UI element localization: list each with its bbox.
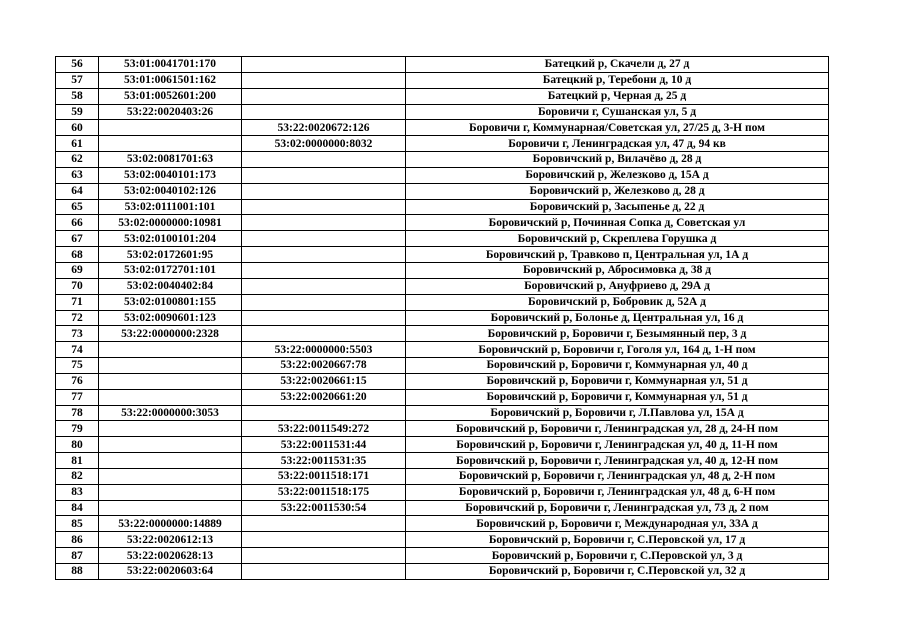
- address-cell: Боровичи г, Сушанская ул, 5 д: [406, 104, 829, 120]
- row-number-cell: 75: [56, 358, 99, 374]
- premises-cadastral-number-cell: [242, 152, 406, 168]
- row-number-cell: 66: [56, 215, 99, 231]
- row-number-cell: 78: [56, 405, 99, 421]
- address-cell: Боровичский р, Боровичи г, Ленинградская ул, 40 д, 11-Н пом: [406, 437, 829, 453]
- address-cell: Боровичский р, Абросимовка д, 38 д: [406, 262, 829, 278]
- row-number-cell: 64: [56, 183, 99, 199]
- cadastral-number-cell: 53:02:0100101:204: [99, 231, 242, 247]
- cadastral-number-cell: [99, 389, 242, 405]
- row-number-cell: 70: [56, 278, 99, 294]
- cadastral-number-cell: 53:02:0040402:84: [99, 278, 242, 294]
- cadastral-number-cell: 53:02:0172701:101: [99, 262, 242, 278]
- row-number-cell: 79: [56, 421, 99, 437]
- premises-cadastral-number-cell: 53:22:0000000:5503: [242, 342, 406, 358]
- cadastral-number-cell: 53:22:0020403:26: [99, 104, 242, 120]
- row-number-cell: 74: [56, 342, 99, 358]
- table-row: [56, 57, 829, 73]
- premises-cadastral-number-cell: [242, 564, 406, 580]
- cadastral-number-cell: [99, 342, 242, 358]
- cadastral-number-cell: 53:02:0111001:101: [99, 199, 242, 215]
- premises-cadastral-number-cell: [242, 294, 406, 310]
- row-number-cell: 73: [56, 326, 99, 342]
- cadastral-number-cell: 53:22:0020603:64: [99, 564, 242, 580]
- cadastral-number-cell: 53:22:0000000:3053: [99, 405, 242, 421]
- cadastral-number-cell: 53:22:0000000:2328: [99, 326, 242, 342]
- address-cell: Боровичский р, Боровичи г, Коммунарная ул, 51 д: [406, 373, 829, 389]
- address-cell: Боровичский р, Травково п, Центральная ул, 1А д: [406, 247, 829, 263]
- row-number-cell: 62: [56, 152, 99, 168]
- row-number-cell: 88: [56, 564, 99, 580]
- premises-cadastral-number-cell: [242, 72, 406, 88]
- premises-cadastral-number-cell: [242, 57, 406, 73]
- cadastral-number-cell: [99, 437, 242, 453]
- premises-cadastral-number-cell: 53:22:0011518:171: [242, 468, 406, 484]
- cadastral-number-cell: [99, 453, 242, 469]
- table-row: [56, 167, 829, 183]
- table-row: [56, 215, 829, 231]
- premises-cadastral-number-cell: [242, 516, 406, 532]
- premises-cadastral-number-cell: [242, 199, 406, 215]
- address-cell: Боровичский р, Боровичи г, Ленинградская ул, 73 д, 2 пом: [406, 500, 829, 516]
- address-cell: Батецкий р, Теребони д, 10 д: [406, 72, 829, 88]
- address-cell: Батецкий р, Скачели д, 27 д: [406, 57, 829, 73]
- row-number-cell: 56: [56, 57, 99, 73]
- address-cell: Боровичский р, Боровичи г, Коммунарная ул, 51 д: [406, 389, 829, 405]
- address-cell: Боровичский р, Боровичи г, Ленинградская ул, 48 д, 6-Н пом: [406, 484, 829, 500]
- table-row: [56, 278, 829, 294]
- row-number-cell: 72: [56, 310, 99, 326]
- cadastral-number-cell: 53:02:0100801:155: [99, 294, 242, 310]
- row-number-cell: 76: [56, 373, 99, 389]
- cadastral-number-cell: 53:02:0040102:126: [99, 183, 242, 199]
- row-number-cell: 63: [56, 167, 99, 183]
- cadastral-number-cell: [99, 373, 242, 389]
- premises-cadastral-number-cell: [242, 405, 406, 421]
- table-row: [56, 421, 829, 437]
- cadastral-number-cell: 53:22:0020612:13: [99, 532, 242, 548]
- cadastral-number-cell: [99, 120, 242, 136]
- cadastral-number-cell: 53:22:0000000:14889: [99, 516, 242, 532]
- premises-cadastral-number-cell: 53:22:0020672:126: [242, 120, 406, 136]
- row-number-cell: 57: [56, 72, 99, 88]
- address-cell: Боровичи г, Коммунарная/Советская ул, 27/25 д, 3-Н пом: [406, 120, 829, 136]
- row-number-cell: 58: [56, 88, 99, 104]
- row-number-cell: 82: [56, 468, 99, 484]
- row-number-cell: 83: [56, 484, 99, 500]
- cadastral-number-cell: 53:02:0000000:10981: [99, 215, 242, 231]
- row-number-cell: 69: [56, 262, 99, 278]
- cadastral-number-cell: 53:22:0020628:13: [99, 548, 242, 564]
- premises-cadastral-number-cell: [242, 247, 406, 263]
- cadastral-number-cell: 53:02:0081701:63: [99, 152, 242, 168]
- address-cell: Боровичи г, Ленинградская ул, 47 д, 94 кв: [406, 136, 829, 152]
- cadastral-number-cell: [99, 421, 242, 437]
- table-row: [56, 516, 829, 532]
- table-row: [56, 72, 829, 88]
- address-cell: Боровичский р, Засыпенье д, 22 д: [406, 199, 829, 215]
- cadastral-number-cell: [99, 484, 242, 500]
- premises-cadastral-number-cell: [242, 88, 406, 104]
- table-row: [56, 326, 829, 342]
- premises-cadastral-number-cell: 53:22:0011531:35: [242, 453, 406, 469]
- premises-cadastral-number-cell: [242, 262, 406, 278]
- premises-cadastral-number-cell: 53:22:0011531:44: [242, 437, 406, 453]
- premises-cadastral-number-cell: 53:22:0011549:272: [242, 421, 406, 437]
- row-number-cell: 86: [56, 532, 99, 548]
- row-number-cell: 71: [56, 294, 99, 310]
- cadastral-number-cell: [99, 468, 242, 484]
- address-cell: Боровичский р, Боровичи г, Безымянный пер, 3 д: [406, 326, 829, 342]
- premises-cadastral-number-cell: [242, 548, 406, 564]
- table-row: [56, 247, 829, 263]
- row-number-cell: 60: [56, 120, 99, 136]
- address-cell: Боровичский р, Болонье д, Центральная ул, 16 д: [406, 310, 829, 326]
- table-body: [56, 57, 829, 580]
- row-number-cell: 81: [56, 453, 99, 469]
- premises-cadastral-number-cell: [242, 326, 406, 342]
- table-row: [56, 183, 829, 199]
- address-cell: Боровичский р, Ануфриево д, 29А д: [406, 278, 829, 294]
- address-cell: Боровичский р, Боровичи г, Ленинградская ул, 48 д, 2-Н пом: [406, 468, 829, 484]
- cadastral-number-cell: [99, 358, 242, 374]
- row-number-cell: 80: [56, 437, 99, 453]
- table-row: [56, 358, 829, 374]
- row-number-cell: 77: [56, 389, 99, 405]
- premises-cadastral-number-cell: 53:22:0011518:175: [242, 484, 406, 500]
- table-row: [56, 342, 829, 358]
- address-cell: Боровичский р, Боровичи г, Международная ул, 33А д: [406, 516, 829, 532]
- table-row: [56, 532, 829, 548]
- cadastral-number-cell: 53:01:0052601:200: [99, 88, 242, 104]
- premises-cadastral-number-cell: 53:22:0020661:15: [242, 373, 406, 389]
- table-row: [56, 468, 829, 484]
- cadastral-number-cell: 53:02:0172601:95: [99, 247, 242, 263]
- premises-cadastral-number-cell: [242, 104, 406, 120]
- row-number-cell: 84: [56, 500, 99, 516]
- table-row: [56, 262, 829, 278]
- cadastral-number-cell: [99, 500, 242, 516]
- address-cell: Боровичский р, Вилачёво д, 28 д: [406, 152, 829, 168]
- row-number-cell: 68: [56, 247, 99, 263]
- row-number-cell: 65: [56, 199, 99, 215]
- cadastral-number-cell: 53:01:0041701:170: [99, 57, 242, 73]
- row-number-cell: 59: [56, 104, 99, 120]
- table-row: [56, 405, 829, 421]
- table-row: [56, 231, 829, 247]
- table-row: [56, 136, 829, 152]
- premises-cadastral-number-cell: 53:02:0000000:8032: [242, 136, 406, 152]
- address-cell: Боровичский р, Боровичи г, Коммунарная ул, 40 д: [406, 358, 829, 374]
- table-row: [56, 548, 829, 564]
- cadastral-number-cell: 53:01:0061501:162: [99, 72, 242, 88]
- premises-cadastral-number-cell: 53:22:0020667:78: [242, 358, 406, 374]
- table-row: [56, 373, 829, 389]
- table-row: [56, 500, 829, 516]
- premises-cadastral-number-cell: [242, 183, 406, 199]
- premises-cadastral-number-cell: [242, 310, 406, 326]
- table-row: [56, 310, 829, 326]
- table-row: [56, 294, 829, 310]
- premises-cadastral-number-cell: [242, 167, 406, 183]
- address-cell: Батецкий р, Черная д, 25 д: [406, 88, 829, 104]
- premises-cadastral-number-cell: [242, 215, 406, 231]
- address-cell: Боровичский р, Железково д, 15А д: [406, 167, 829, 183]
- table-row: [56, 453, 829, 469]
- address-cell: Боровичский р, Починная Сопка д, Советская ул: [406, 215, 829, 231]
- table-row: [56, 437, 829, 453]
- table-row: [56, 199, 829, 215]
- address-cell: Боровичский р, Бобровик д, 52А д: [406, 294, 829, 310]
- row-number-cell: 87: [56, 548, 99, 564]
- address-cell: Боровичский р, Боровичи г, С.Перовской ул, 3 д: [406, 548, 829, 564]
- premises-cadastral-number-cell: 53:22:0020661:20: [242, 389, 406, 405]
- address-cell: Боровичский р, Боровичи г, Ленинградская ул, 28 д, 24-Н пом: [406, 421, 829, 437]
- address-cell: Боровичский р, Железково д, 28 д: [406, 183, 829, 199]
- table-row: [56, 152, 829, 168]
- premises-cadastral-number-cell: [242, 532, 406, 548]
- premises-cadastral-number-cell: [242, 278, 406, 294]
- cadastral-number-cell: [99, 136, 242, 152]
- premises-cadastral-number-cell: 53:22:0011530:54: [242, 500, 406, 516]
- premises-cadastral-number-cell: [242, 231, 406, 247]
- table-row: [56, 484, 829, 500]
- cadastral-number-cell: 53:02:0090601:123: [99, 310, 242, 326]
- cadastral-number-cell: 53:02:0040101:173: [99, 167, 242, 183]
- table-row: [56, 104, 829, 120]
- row-number-cell: 67: [56, 231, 99, 247]
- table-row: [56, 120, 829, 136]
- address-cell: Боровичский р, Боровичи г, Л.Павлова ул, 15А д: [406, 405, 829, 421]
- address-cell: Боровичский р, Боровичи г, С.Перовской ул, 17 д: [406, 532, 829, 548]
- table-row: [56, 564, 829, 580]
- row-number-cell: 85: [56, 516, 99, 532]
- address-cell: Боровичский р, Боровичи г, С.Перовской ул, 32 д: [406, 564, 829, 580]
- property-table: [55, 56, 829, 580]
- table-row: [56, 88, 829, 104]
- row-number-cell: 61: [56, 136, 99, 152]
- table-row: [56, 389, 829, 405]
- document-page: [55, 56, 828, 580]
- address-cell: Боровичский р, Боровичи г, Ленинградская ул, 40 д, 12-Н пом: [406, 453, 829, 469]
- address-cell: Боровичский р, Скреплева Горушка д: [406, 231, 829, 247]
- address-cell: Боровичский р, Боровичи г, Гоголя ул, 164 д, 1-Н пом: [406, 342, 829, 358]
